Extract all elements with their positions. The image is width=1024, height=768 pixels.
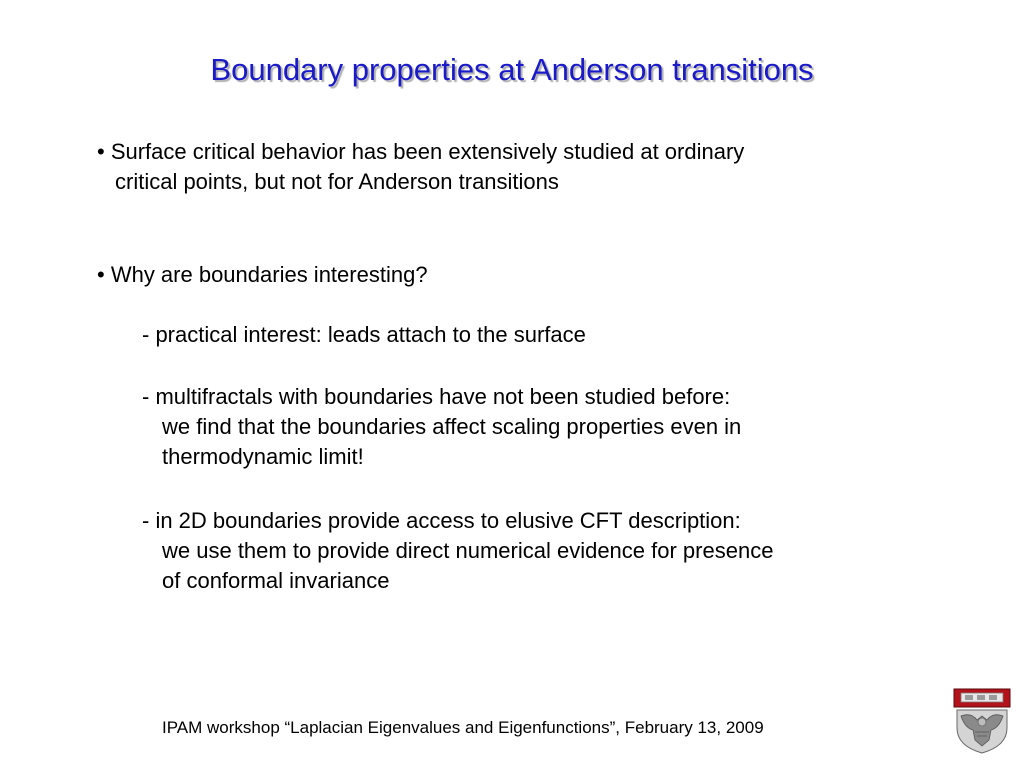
- subitem-cft-line-2: we use them to provide direct numerical evidence for presence: [162, 538, 774, 563]
- footer-workshop-credit: IPAM workshop “Laplacian Eigenvalues and Eigenfunctions”, February 13, 2009: [162, 718, 764, 737]
- subitem-cft-line-1: - in 2D boundaries provide access to elusive CFT description:: [142, 508, 741, 533]
- subitem-cft-line-3: of conformal invariance: [162, 568, 390, 593]
- slide-title: Boundary properties at Anderson transitions: [210, 52, 814, 87]
- university-crest-icon: [953, 688, 1011, 754]
- subitem-practical-interest: - practical interest: leads attach to the surface: [142, 322, 586, 347]
- bullet-surface-line-2: critical points, but not for Anderson transitions: [115, 169, 559, 194]
- bullet-surface-line-1: • Surface critical behavior has been extensively studied at ordinary: [97, 139, 745, 164]
- subitem-multifractals-line-2: we find that the boundaries affect scaling properties even in: [162, 414, 742, 439]
- bullet-why-heading: • Why are boundaries interesting?: [97, 262, 428, 287]
- subitem-multifractals-line-3: thermodynamic limit!: [162, 444, 364, 469]
- subitem-multifractals-line-1: - multifractals with boundaries have not been studied before:: [142, 384, 731, 409]
